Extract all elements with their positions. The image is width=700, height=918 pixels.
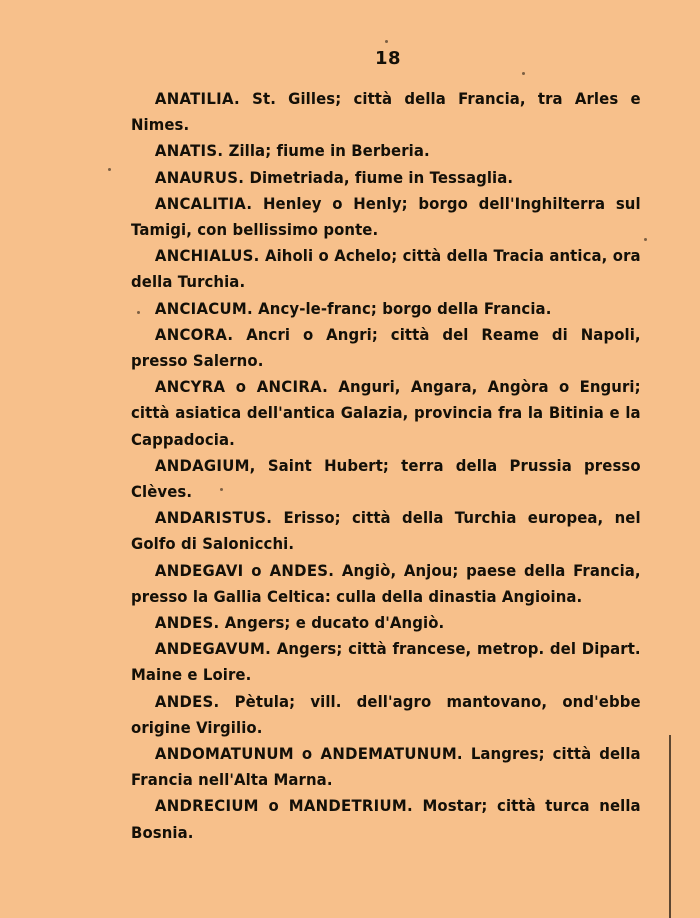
entry-headword: ANDAGIUM, [154, 455, 256, 475]
entry-text: Angiò, Anjou; paese della Francia, presso la Gallia Celtica: culla della dinastia Angioina. [131, 560, 641, 606]
dictionary-entry [131, 374, 641, 453]
dictionary-entry [131, 191, 641, 243]
entry-text: Anguri, Angara, Angòra o Enguri; città asiatica dell'antica Galazia, provincia fra la Bitinia e la Cappadocia. [131, 377, 641, 449]
entry-text: Pètula; vill. dell'agro mantovano, ond'ebbe origine Virgilio. [131, 691, 641, 737]
dictionary-entry [131, 453, 641, 505]
entry-headword: ANAURUS. [154, 167, 245, 187]
entry-headword: ANDEGAVI o ANDES. [154, 560, 335, 580]
page-number: 18 [374, 48, 402, 69]
dictionary-entry [131, 243, 641, 295]
entry-headword: ANDRECIUM o MANDETRIUM. [154, 796, 413, 816]
entry-text: Aiholi o Achelo; città della Tracia antica, ora della Turchia. [131, 246, 641, 292]
dictionary-entry [131, 741, 641, 793]
dictionary-entry [131, 86, 641, 138]
dictionary-entries [131, 86, 641, 846]
entry-text: Zilla; fiume in Berberia. [223, 141, 430, 161]
ink-speck [220, 488, 223, 491]
entry-text: Saint Hubert; terra della Prussia presso Clèves. [131, 455, 641, 502]
dictionary-entry [131, 165, 641, 191]
entry-headword: ANDEGAVUM. [154, 639, 272, 659]
entry-text: Angers; città francese, metrop. del Dipart. Maine e Loire. [131, 639, 641, 685]
entry-text: Dimetriada, fiume in Tessaglia. [244, 167, 514, 187]
entry-text: Angers; e ducato d'Angiò. [219, 613, 445, 633]
entry-headword: ANATILIA. [154, 89, 240, 108]
entry-headword: ANDES. [154, 613, 220, 633]
entry-headword: ANCORA. [154, 324, 234, 344]
entry-headword: ANCYRA o ANCIRA. [154, 377, 329, 397]
dictionary-entry [131, 793, 641, 845]
entry-text: Langres; città della Francia nell'Alta Marna. [131, 744, 641, 790]
entry-text: St. Gilles; città della Francia, tra Arles e Nimes. [131, 89, 641, 135]
entry-text: Ancri o Angri; città del Reame di Napoli, presso Salerno. [131, 324, 641, 371]
entry-headword: ANDOMATUNUM o ANDEMATUNUM. [154, 744, 463, 764]
entry-headword: ANDES. [154, 691, 220, 711]
entry-headword: ANATIS. [154, 141, 224, 161]
entry-text: Erisso; città della Turchia europea, nel Golfo di Salonicchi. [131, 508, 641, 554]
entry-headword: ANCIACUM. [154, 298, 253, 318]
dictionary-entry [131, 138, 641, 164]
entry-text: Ancy-le-franc; borgo della Francia. [252, 298, 552, 318]
entry-headword: ANCALITIA. [154, 193, 253, 213]
dictionary-entry [131, 296, 641, 322]
entry-text: Mostar; città turca nella Bosnia. [131, 796, 641, 842]
ink-speck [385, 40, 388, 43]
dictionary-entry [131, 558, 641, 610]
ink-speck [522, 72, 525, 75]
dictionary-entry [131, 610, 641, 636]
dictionary-entry [131, 322, 641, 374]
entry-headword: ANDARISTUS. [154, 508, 273, 528]
ink-speck [137, 311, 140, 314]
dictionary-entry [131, 505, 641, 557]
ink-speck [108, 168, 111, 171]
dictionary-entry [131, 689, 641, 741]
margin-rule [669, 735, 671, 918]
entry-headword: ANCHIALUS. [154, 246, 260, 266]
dictionary-entry [131, 636, 641, 688]
ink-speck [644, 238, 647, 241]
entry-text: Henley o Henly; borgo dell'Inghilterra sul Tamigi, con bellissimo ponte. [131, 193, 641, 240]
